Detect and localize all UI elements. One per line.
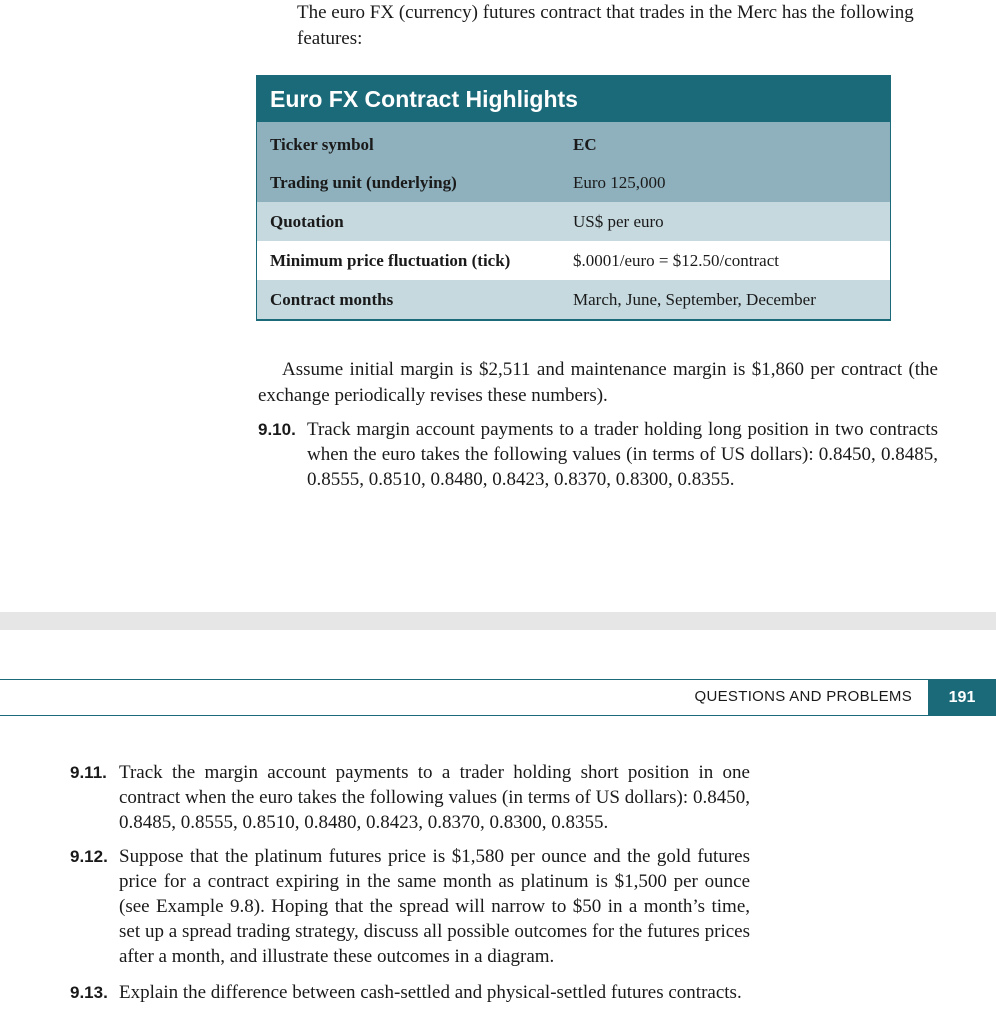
table-row — [257, 202, 890, 241]
row-value: Euro 125,000 — [573, 172, 666, 192]
problem-9-13 — [70, 980, 750, 1005]
problem-text: Explain the difference between cash-settled and physical-settled futures contracts. — [119, 982, 742, 1003]
problem-text: Track the margin account payments to a trader holding short position in one contract when the euro takes the following values (in terms of US dollars): 0.8450, 0.8485, 0.8555, 0.8510, 0.8480, 0.8423, 0.8370, 0.8300, 0.8355. — [119, 762, 750, 833]
header-rule-top — [0, 679, 996, 680]
row-label: Trading unit (underlying) — [270, 172, 457, 192]
row-value: March, June, September, December — [573, 289, 816, 309]
table-row — [257, 126, 890, 163]
page-number: 191 — [928, 680, 996, 716]
table-row — [257, 241, 890, 280]
problem-number: 9.11. — [70, 763, 107, 782]
table-row — [257, 163, 890, 202]
row-label: Minimum price fluctuation (tick) — [270, 250, 511, 270]
problem-text: Track margin account payments to a trader holding long position in two contracts when the euro takes the following values (in terms of US dollars): 0.8450, 0.8485, 0.8555, 0.8510, 0.8480, 0.8423, 0.8370, 0.8300, 0.8355. — [307, 419, 938, 490]
row-label: Quotation — [270, 211, 344, 231]
row-value: EC — [573, 134, 597, 154]
row-label: Ticker symbol — [270, 134, 374, 154]
problem-number: 9.10. — [258, 420, 296, 439]
problem-text: Suppose that the platinum futures price is $1,580 per ounce and the gold futures price for a contract expiring in the same month as platinum is $1,500 per ounce (see Example 9.8). Hoping that the spread will narrow to $50 in a month’s time, set up a spread trading strategy, discuss all possible outcomes for the futures prices after a month, and illustrate these outcomes in a diagram. — [119, 846, 750, 967]
header-rule-bottom — [0, 715, 928, 716]
intro-paragraph: The euro FX (currency) futures contract that trades in the Merc has the following features: — [297, 2, 914, 49]
page-separator — [0, 612, 996, 630]
problem-number: 9.12. — [70, 847, 108, 866]
contract-highlights-table — [256, 75, 891, 321]
margin-note: Assume initial margin is $2,511 and maintenance margin is $1,860 per contract (the exchange periodically revises these numbers). — [258, 359, 938, 406]
row-value: $.0001/euro = $12.50/contract — [573, 250, 779, 270]
running-head: QUESTIONS AND PROBLEMS — [694, 688, 912, 705]
problem-9-10 — [258, 417, 938, 492]
row-label: Contract months — [270, 289, 394, 309]
table-row — [257, 280, 890, 319]
problem-number: 9.13. — [70, 983, 108, 1002]
table-title: Euro FX Contract Highlights — [257, 76, 890, 122]
problem-9-12 — [70, 844, 750, 969]
row-value: US$ per euro — [573, 211, 664, 231]
problem-9-11 — [70, 760, 750, 835]
